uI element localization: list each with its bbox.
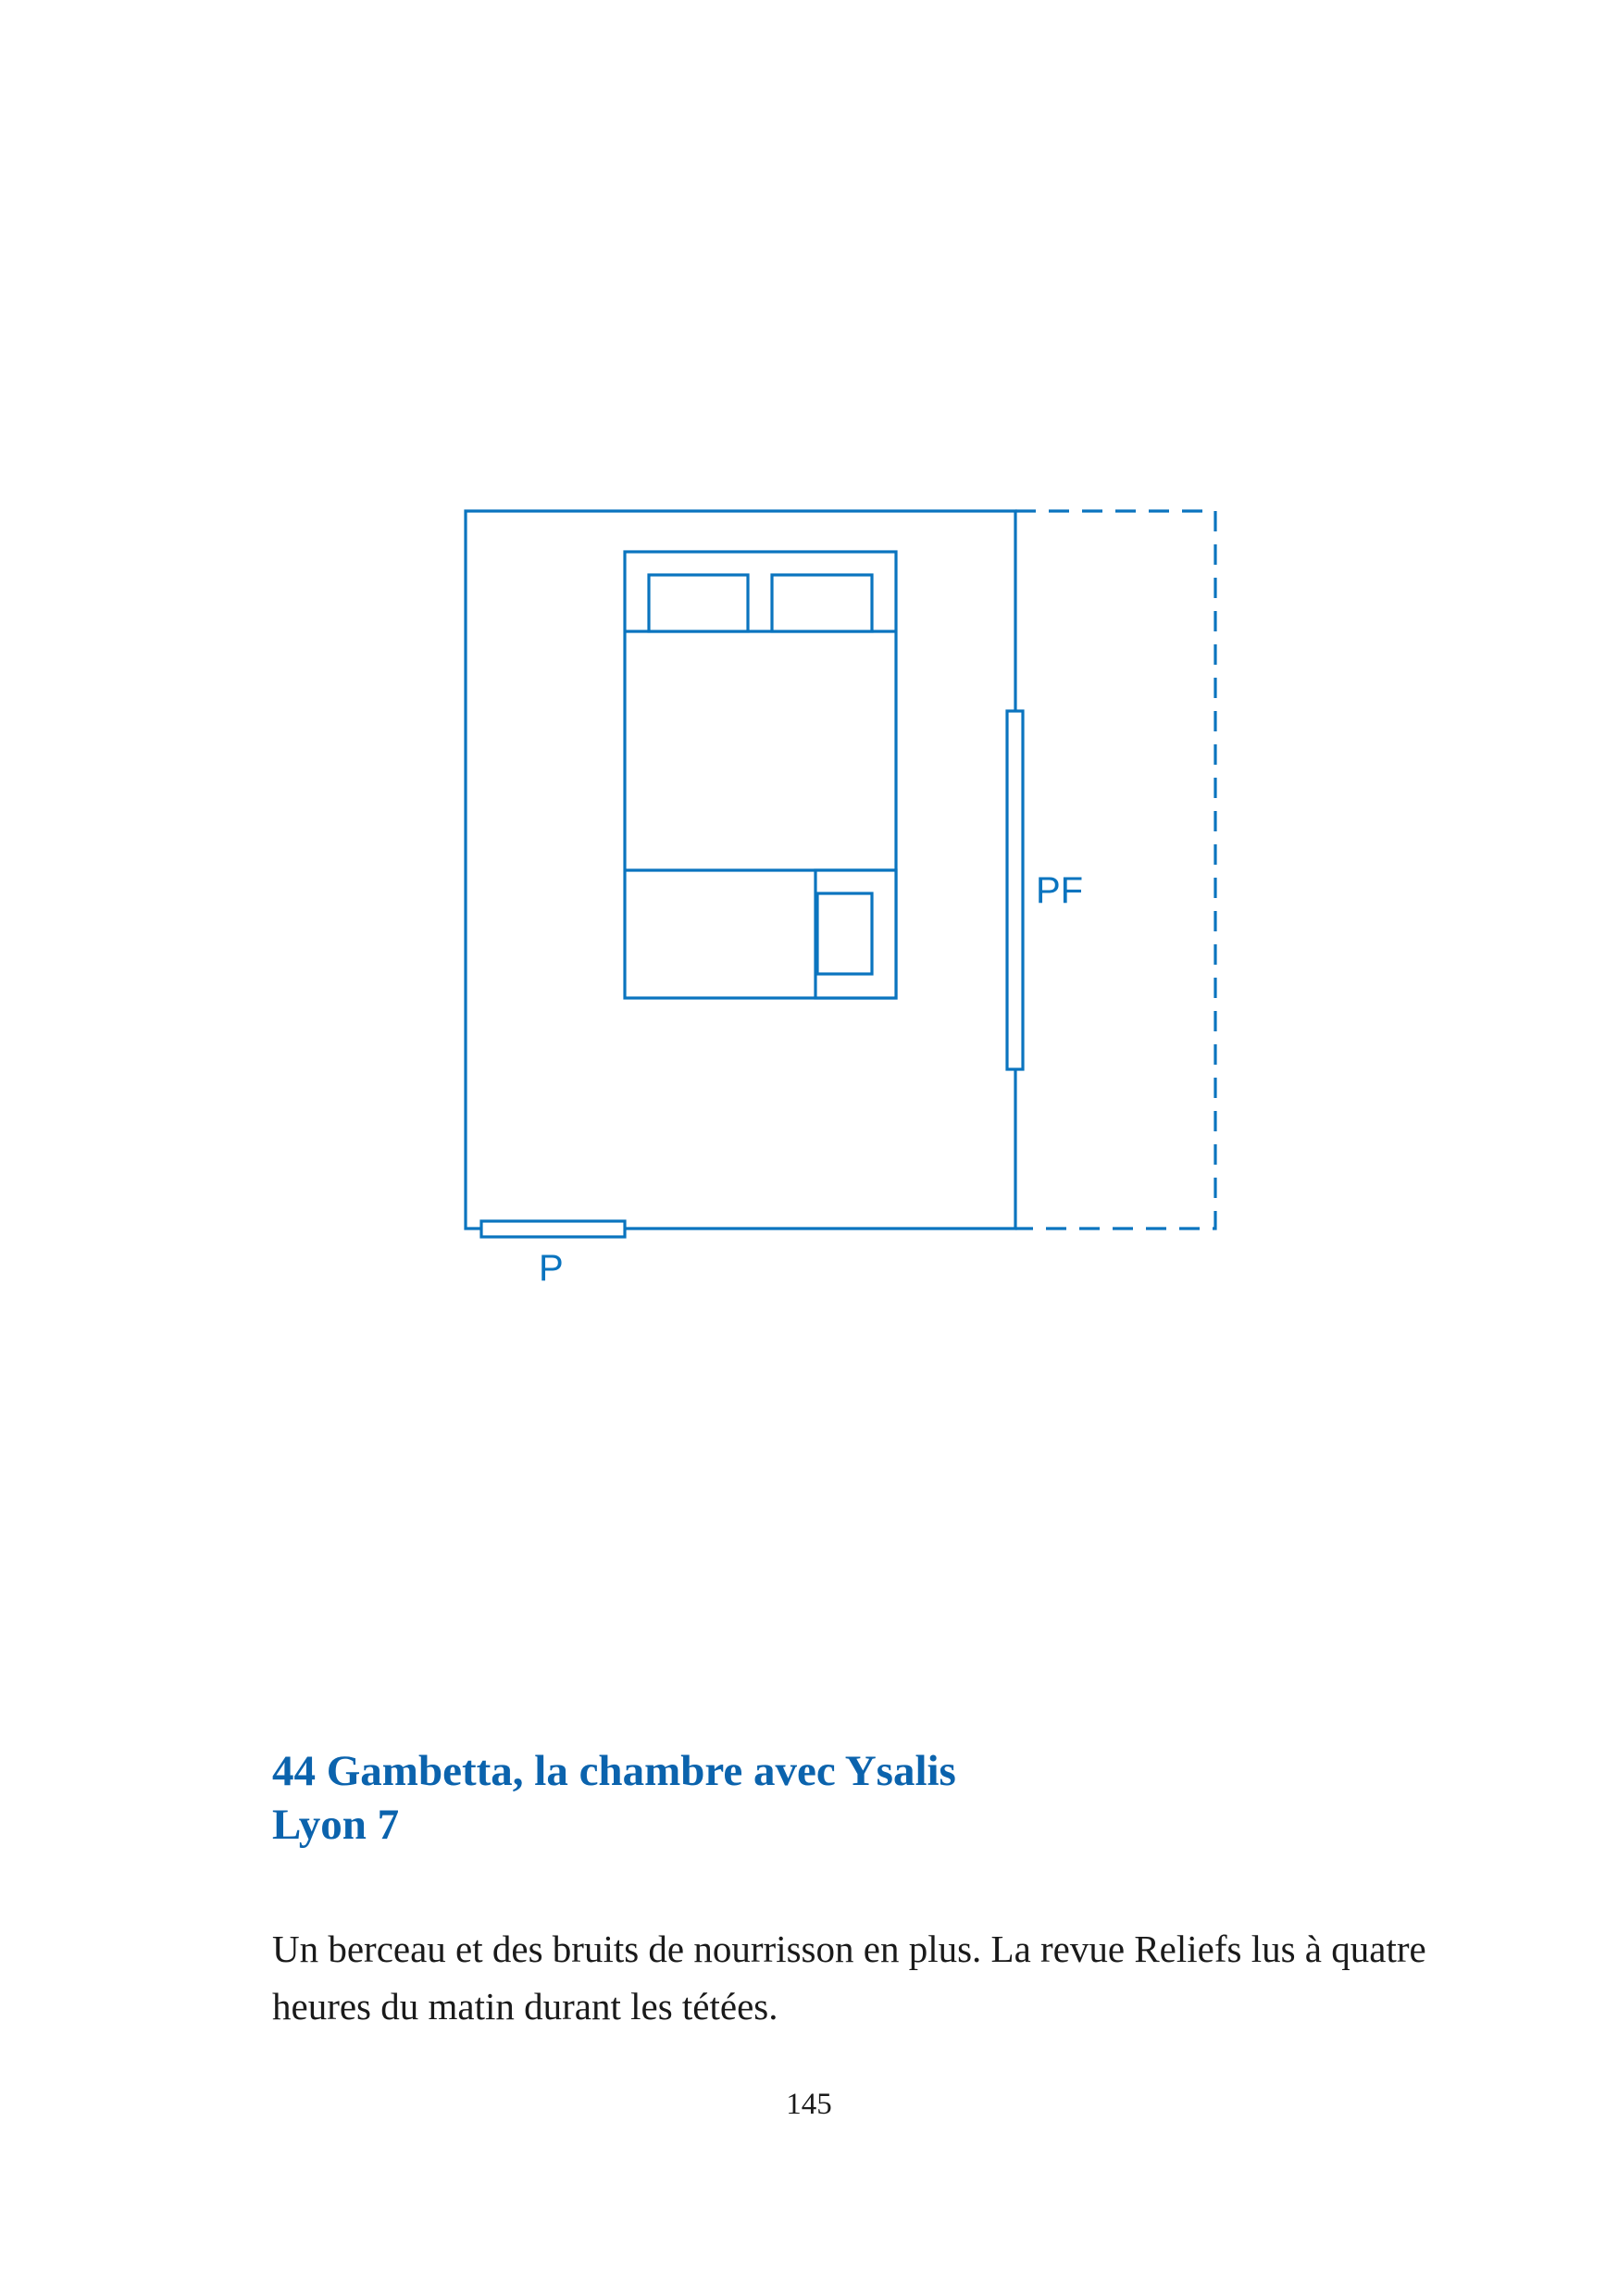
door bbox=[481, 1221, 625, 1237]
pillow-right bbox=[772, 575, 872, 631]
window-door-label: PF bbox=[1036, 870, 1084, 911]
body-paragraph: Un berceau et des bruits de nourrisson en plus. La revue Reliefs lus à quatre heures du matin durant les tétées. bbox=[272, 1928, 1426, 2028]
pillow-left bbox=[649, 575, 748, 631]
caption-title: 44 Gambetta, la chambre avec Ysalis bbox=[272, 1747, 956, 1795]
plan-caption bbox=[272, 1744, 1438, 1852]
window-door bbox=[1007, 711, 1023, 1069]
cradle-mattress bbox=[817, 893, 872, 974]
page-number: 145 bbox=[786, 2088, 832, 2121]
door-label: P bbox=[539, 1248, 564, 1289]
caption-location: Lyon 7 bbox=[272, 1801, 400, 1849]
